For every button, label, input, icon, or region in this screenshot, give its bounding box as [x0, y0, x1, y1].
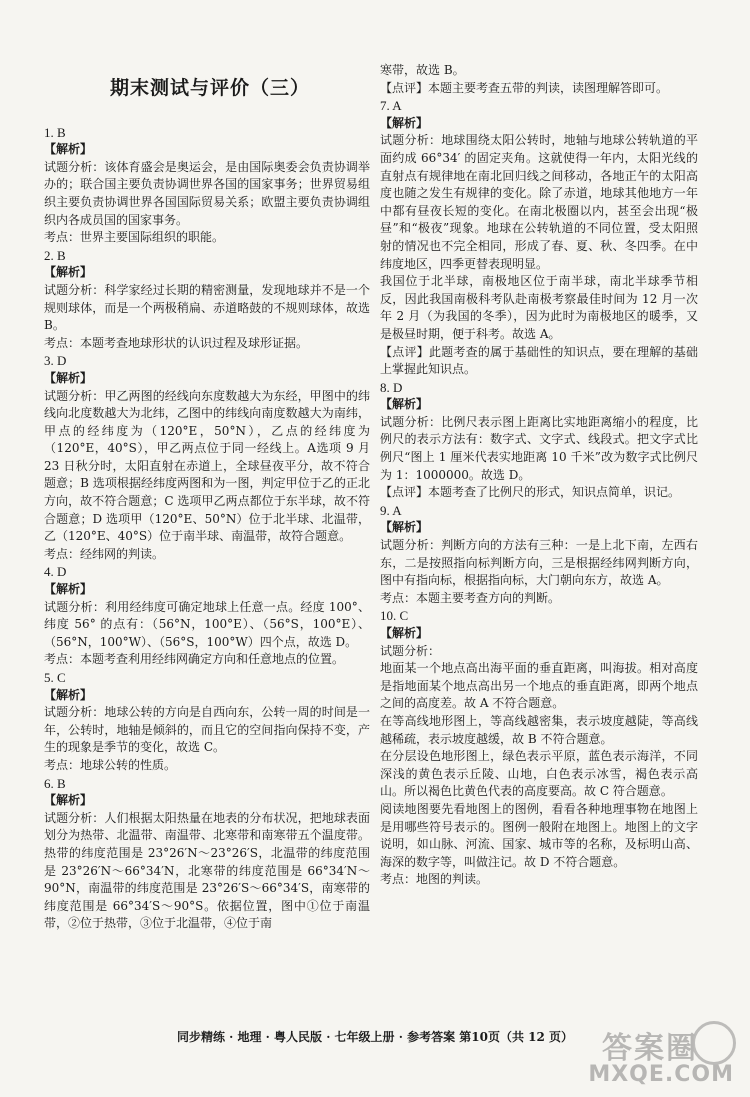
paragraph: 试题分析：比例尺表示图上距离比实地距离缩小的程度，比例尺的表示方法有：数字式、文字式、线段式。把文字式比例尺“图上 1 厘米代表实地距离 10 千米”改为数字式比例尺为 1：1000000。故选 D。: [380, 414, 698, 482]
paragraph: 试题分析：人们根据太阳热量在地表的分布状况，把地球表面划分为热带、北温带、南温带、北寒带和南寒带五个温度带。热带的纬度范围是 23°26′N～23°26′S，北温带的纬度范围是 23°26′N～66°34′N，北寒带的纬度范围是 66°34′N～90°N，南温带的纬度范围是 23°26′S～66°34′S，南寒带的纬度范围是 66°34′S～90°S。依据位置，图中①位于南温带，②位于热带，③位于北温带，④位于南: [44, 810, 370, 931]
answer-number: 5. C: [44, 670, 66, 685]
analysis-heading: 【解析】: [44, 142, 93, 157]
analysis-heading: 【解析】: [44, 687, 93, 702]
paragraph: 在等高线地形图上，等高线越密集，表示坡度越陡，等高线越稀疏，表示坡度越缓，故 B 不符合题意。: [380, 713, 698, 746]
analysis-heading: 【解析】: [380, 626, 429, 640]
paragraph: 试题分析：该体育盛会是奥运会，是由国际奥委会负责协调举办的；联合国主要负责协调世界各国的国家事务；世界贸易组织主要负责协调世界各国国际贸易关系；欧盟主要负责协调组织内各成员国的国家事务。: [44, 159, 370, 227]
paragraph: 寒带，故选 B。: [380, 63, 465, 77]
watermark-circle-icon: [692, 1021, 736, 1065]
answer-number: 2. B: [44, 247, 66, 263]
answer-number: 9. A: [380, 502, 402, 518]
analysis-heading: 【解析】: [44, 582, 93, 597]
paragraph: 阅读地图要先看地图上的图例，看看各种地理事物在地图上是用哪些符号表示的。图例一般附在地图上。地图上的文字说明，如山脉、河流、国家、城市等的名称，及标明山高、海深的数字等，叫做注记。故 D 不符合题意。: [380, 801, 698, 869]
watermark-url: MXQE.COM: [588, 1062, 734, 1087]
page-title: 期末测试与评价（三）: [109, 77, 310, 99]
paragraph: 考点：本题考查地球形状的认识过程及球形证据。: [44, 335, 309, 350]
paragraph: 考点：本题主要考查方向的判断。: [380, 590, 561, 605]
paragraph: 考点：本题考查利用经纬网确定方向和任意地点的位置。: [44, 652, 345, 667]
paragraph: 地面某一个地点高出海平面的垂直距离，叫海拔。相对高度是指地面某个地点高出另一个地点的垂直距离，即两个地点之间的高度差。故 A 不符合题意。: [380, 661, 698, 711]
analysis-heading: 【解析】: [44, 370, 93, 385]
analysis-heading: 【解析】: [44, 265, 93, 280]
paragraph: 【点评】本题主要考查五带的判读，读图理解答即可。: [380, 80, 669, 95]
paragraph: 试题分析：地球围绕太阳公转时，地轴与地球公转轨道的平面约成 66°34′ 的固定夹角。这就使得一年内，太阳光线的直射点有规律地在南北回归线之间移动，各地正午的太阳高度也随之发生有规律的变化。除了赤道，地球其他地方一年中都有昼夜长短的变化。在南北极圈以内，甚至会出现“极昼”和“极夜”现象。地球在公转轨道的不同位置，受太阳照射的情况也不完全相同，形成了春、夏、秋、冬四季。在中纬度地区，四季更替表现明显。: [380, 133, 698, 271]
paragraph: 试题分析：科学家经过长期的精密测量，发现地球并不是一个规则球体，而是一个两极稍扁、赤道略鼓的不规则球体，故选 B。: [44, 282, 370, 333]
analysis-heading: 【解析】: [380, 115, 429, 130]
answer-number: 4. D: [44, 564, 67, 580]
paragraph: 考点：地球公转的性质。: [44, 757, 177, 772]
paragraph: 考点：经纬网的判读。: [44, 546, 165, 561]
paragraph: 试题分析：地球公转的方向是自西向东，公转一周的时间是一年，公转时，地轴是倾斜的，而且它的空间指向保持不变，产生的现象是季节的变化，故选 C。: [44, 705, 370, 755]
analysis-heading: 【解析】: [44, 793, 93, 808]
analysis-heading: 【解析】: [380, 520, 429, 535]
paragraph: 考点：世界主要国际组织的职能。: [44, 230, 225, 245]
answer-number: 8. D: [380, 379, 403, 395]
answer-number: 10. C: [380, 608, 409, 624]
paragraph: 考点：地图的判读。: [380, 872, 489, 887]
paragraph: 试题分析：利用经纬度可确定地球上任意一点。经度 100°、纬度 56° 的点有：（56°N，100°E）、（56°S，100°E）、（56°N，100°W）、（56°S，100°W）四个点，故选 D。: [44, 599, 370, 649]
analysis-heading: 【解析】: [380, 397, 429, 412]
paragraph: 试题分析：: [380, 643, 441, 658]
paragraph: 试题分析：甲乙两图的经线向东度数越大为东经，甲图中的纬线向北度数越大为北纬，乙图中的纬线向南度数越大为南纬，甲点的经纬度为（120°E，50°N），乙点的经纬度为（120°E，40°S），甲乙两点位于同一经线上。A选项 9 月 23 日秋分时，太阳直射在赤道上，全球昼夜平分，故不符合题意；B 选项根据经纬度两图和为一图，判定甲位于乙的正北方向，故不符合题意；C 选项甲乙两点都位于东半球，故不符合题意；D 选项甲（120°E、50°N）位于北半球、北温带，乙（120°E、40°S）位于南半球、南温带，故符合题意。: [44, 388, 370, 544]
paragraph: 【点评】本题考查了比例尺的形式，知识点简单，识记。: [380, 485, 681, 500]
answer-number: 3. D: [44, 353, 67, 369]
paragraph: 在分层设色地形图上，绿色表示平原，蓝色表示海洋，不同深浅的黄色表示丘陵、山地，白色表示冰雪，褐色表示高山。所以褐色比黄色代表的高度要高。故 C 符合题意。: [380, 749, 698, 799]
paragraph: 【点评】此题考查的属于基础性的知识点，要在理解的基础上掌握此知识点。: [380, 344, 698, 377]
paragraph: 试题分析：判断方向的方法有三种：一是上北下南，左西右东，二是按照指向标判断方向，三是根据经纬网判断方向，图中有指向标，根据指向标，大门朝向东方，故选 A。: [380, 538, 698, 588]
watermark-text: 答案圈: [602, 1031, 698, 1066]
page-footer: 同步精练 · 地理 · 粤人民版 · 七年级上册 · 参考答案 第10页（共 12 页）: [176, 1030, 574, 1044]
answer-number: 7. A: [380, 98, 402, 114]
watermark-logo: [588, 1019, 738, 1089]
answer-number: 1. B: [44, 124, 66, 140]
left-column: [44, 62, 370, 933]
answer-number: 6. B: [44, 775, 66, 791]
right-column: [380, 62, 698, 889]
paragraph: 我国位于北半球，南极地区位于南半球，南北半球季节相反，因此我国南极科考队赴南极考察最佳时间为 12 月一次年 2 月（为我国的冬季），因为此时为南极地区的暖季，又是极昼时期，便于科考。故选 A。: [380, 274, 698, 341]
